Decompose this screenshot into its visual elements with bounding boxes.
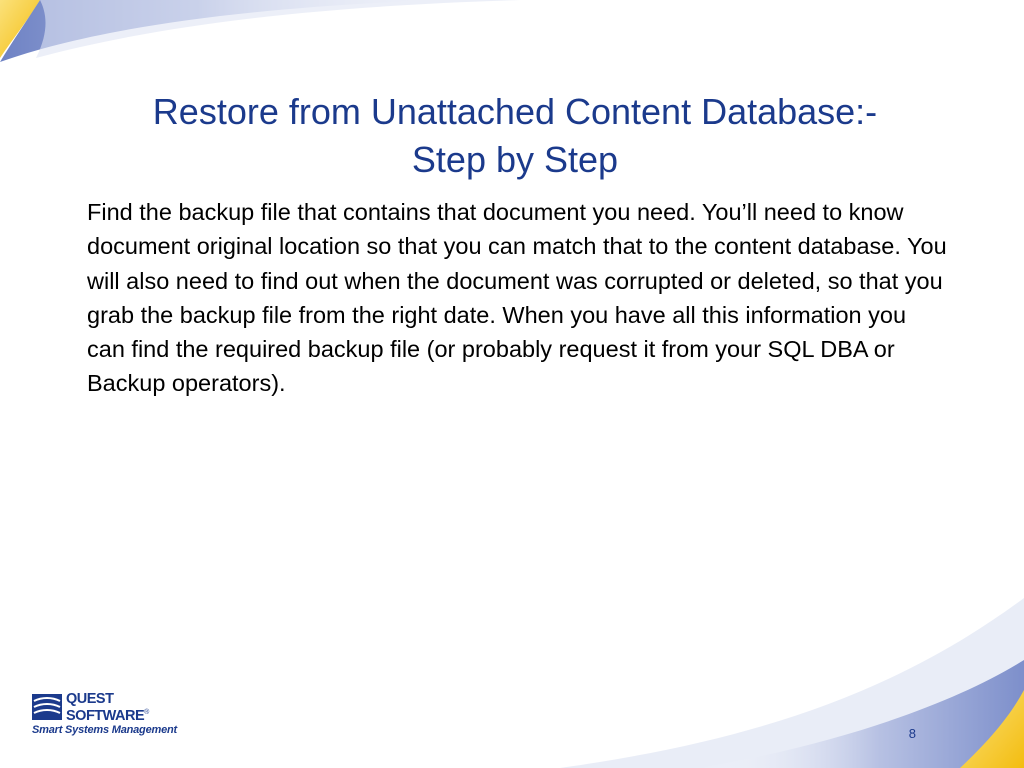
top-blue-swoosh-light (36, 0, 520, 58)
slide-title-line-2: Step by Step (411, 139, 619, 180)
logo-name-line-2 (66, 705, 149, 724)
slide-title-line-1: Restore from Unattached Content Database:- (152, 91, 878, 132)
logo-name-line-1: QUEST (66, 691, 114, 707)
logo-tagline: Smart Systems Management (32, 724, 177, 736)
slide-body-text: Find the backup file that contains that document you need. You’ll need to know document original location so that you can match that to the content database. You will also need to find out when the document was corrupted or deleted, so that you grab the backup file from the right date. When you have all this information you can find the required backup file (or probably request it from your SQL DBA or Backup operators). (87, 199, 947, 397)
page-number: 8 (908, 726, 916, 741)
registered-mark: ® (144, 709, 149, 716)
quest-logo-mark-icon (32, 694, 62, 720)
quest-software-logo (30, 692, 210, 742)
logo-name-line-2-text: SOFTWARE (66, 707, 145, 724)
slide-title (60, 88, 970, 184)
